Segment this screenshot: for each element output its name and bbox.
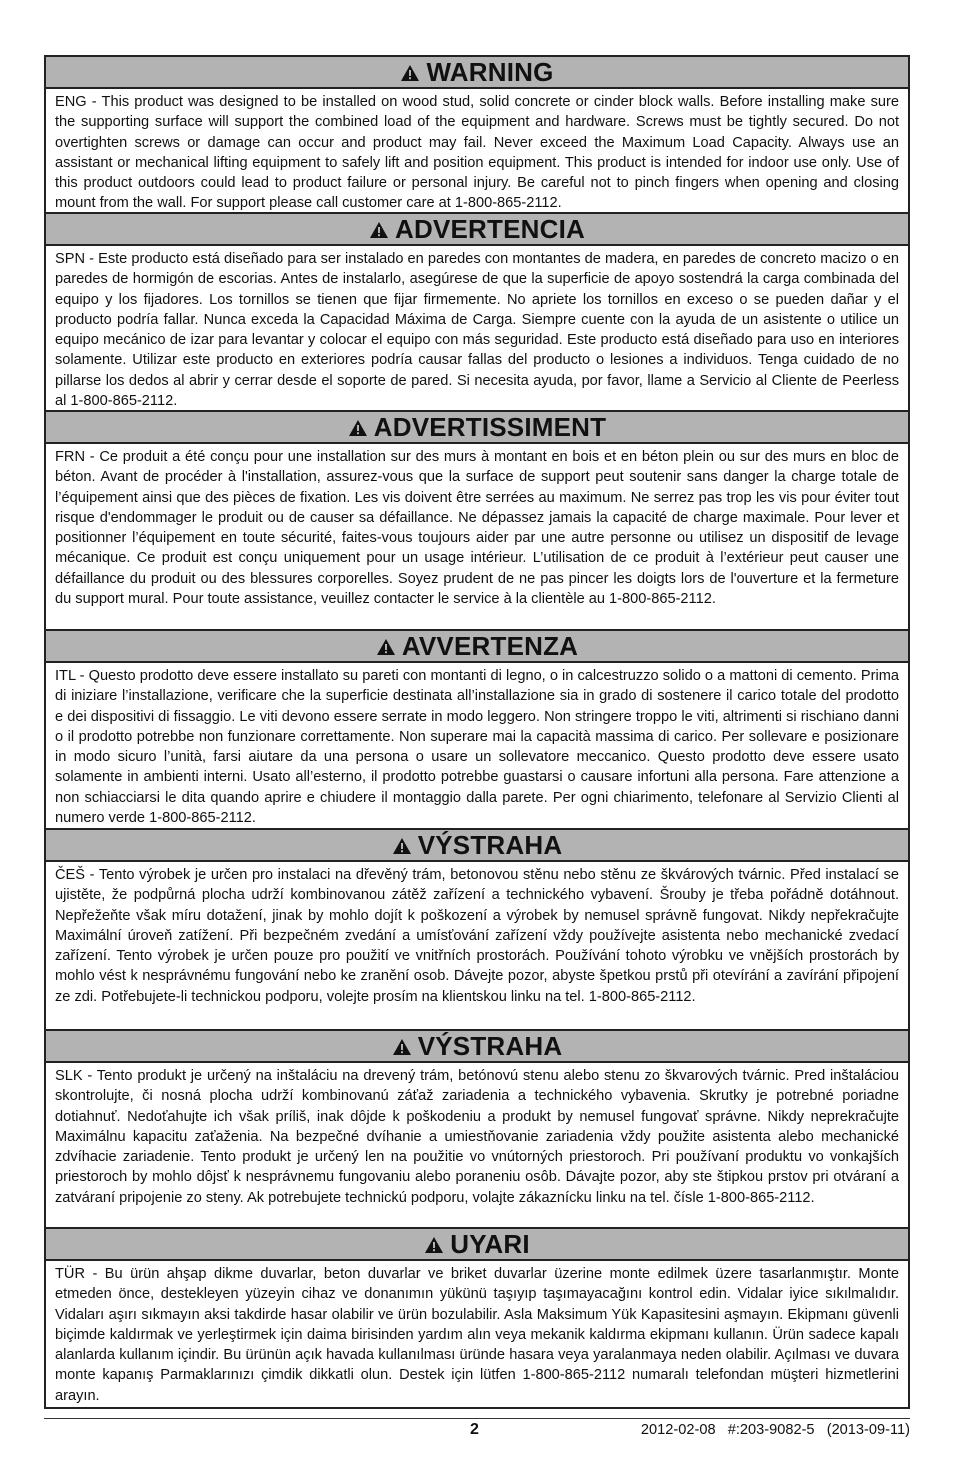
section-header <box>46 1031 908 1063</box>
section-title: AVVERTENZA <box>401 631 579 661</box>
section-header <box>46 57 908 89</box>
section-title: ADVERTENCIA <box>395 214 585 244</box>
warning-section-itl <box>46 631 908 830</box>
section-text: SPN - Este producto está diseñado para ser instalado en paredes con montantes de madera, en paredes de concreto macizo o en paredes de hormigón de escorias. Antes de instalarlo, asegúrese de que la superficie de apoyo sostendrá la carga combinada del equipo y los fijadores. Los tornillos se tienen que fijar firmemente. No apriete los tornillos en exceso o se pueden dañar y el producto podría fallar. Nunca exceda la Capacidad Máxima de Carga. Siempre cuente con la ayuda de un asistente o utilice un equipo mecánico de izar para levantar y colocar el equipo con más seguridad. Este producto está diseñado para uso en interiores solamente. Utilizar este producto en exteriores podría causar fallas del producto o lesiones a individuos. Tenga cuidado de no pillarse los dedos al abrir y cerrar desde el soporte de pared. Si necesita ayuda, por favor, llame a Servicio al Cliente de Peerless al 1-800-865-2112. <box>55 251 899 410</box>
warning-triangle-icon <box>392 1038 412 1056</box>
warning-triangle-icon <box>392 837 412 855</box>
page-number: 2 <box>470 1421 479 1438</box>
section-text: FRN - Ce produit a été conçu pour une installation sur des murs à montant en bois et en béton plein ou sur des murs en bloc de béton. Avant de procéder à l'installation, assurez-vous que la surface de support peut soutenir sans danger la charge totale de l’équipement ainsi que des pièces de fixation. Les vis doivent être serrées au maximum. Ne serrez pas trop les vis pour éviter tout risque d'endommager le produit ou de causer sa défaillance. Ne dépassez jamais la capacité de charge maximale. Pour lever et positionner l’équipement en toute sécurité, faites-vous toujours aider par une autre personne ou utilisez un dispositif de levage mécanique. Ce produit est conçu uniquement pour un usage intérieur. L’utilisation de ce produit à l’extérieur peut causer une défaillance du produit ou des blessures corporelles. Soyez prudent de ne pas pincer les doigts lors de l'ouverture et la fermeture du support mural. Pour toute assistance, veuillez contacter le service à la clientèle au 1-800-865-2112. <box>55 449 899 608</box>
section-header <box>46 214 908 246</box>
section-text: ENG - This product was designed to be installed on wood stud, solid concrete or cinder block walls. Before installing make sure the supporting surface will support the combined load of the equipment and hardware. Screws must be tightly secured. Do not overtighten screws or damage can occur and product may fail. Never exceed the Maximum Load Capacity. Always use an assistant or mechanical lifting equipment to safely lift and position equipment. This product is intended for indoor use only. Use of this product outdoors could lead to product failure or personal injury. Be careful not to pinch fingers when opening and closing mount from the wall. For support please call customer care at 1-800-865-2112. <box>55 94 899 212</box>
warning-section-eng <box>46 57 908 214</box>
section-header <box>46 412 908 444</box>
warning-triangle-icon <box>369 221 389 239</box>
section-title: VÝSTRAHA <box>417 1031 563 1061</box>
section-title: UYARI <box>450 1229 530 1259</box>
section-text: TÜR - Bu ürün ahşap dikme duvarlar, beton duvarlar ve briket duvarlar üzerine monte edilmek üzere tasarlanmıştır. Monte etmeden önce, destekleyen yüzeyin cihaz ve donanımın yükünü taşıyıp taşımayacağını kontrol edin. Vidalar iyice sıkılmalıdır. Vidaları aşırı sıkmayın aksi takdirde hasar olabilir ve ürün bozulabilir. Asla Maksimum Yük Kapasitesini aşmayın. Ekipmanı güvenli biçimde kaldırmak ve yerleştirmek için daima birisinden yardım alın veya mekanik kaldırma ekipmanı kullanın. Ürün sadece kapalı alanlarda kullanım içindir. Bu ürünün açık havada kullanılması üründe hasara veya yaralanmaya neden olabilir. Açılması ve duvara monte kapanış Parmaklarınızı çimdik dikkatli olun. Destek için lütfen 1-800-865-2112 numaralı telefondan müşteri hizmetlerini arayın. <box>55 1266 899 1404</box>
section-text: SLK - Tento produkt je určený na inštaláciu na drevený trám, betónovú stenu alebo stenu zo škvarových tvárnic. Pred inštaláciou skontrolujte, či nosná plocha udrží kombinovanú záťaž zariadenia a technického vybavenia. Skrutky je potrebné poriadne dotiahnuť. Nedoťahujte ich však príliš, inak dôjde k poškodeniu a produkt by nemusel fungovať správne. Nikdy neprekračujte Maximálnu kapacitu zaťaženia. Na bezpečné dvíhanie a umiestňovanie zariadenia vždy použite asistenta alebo mechanické zdvíhacie zariadenie. Tento produkt je určený len na použitie vo vnútorných priestoroch. Pri používaní produktu vo vonkajších priestoroch by mohlo dôjsť k nesprávnemu fungovaniu alebo poraneniu osôb. Dávajte pozor, aby ste štipkou prstov pri otváraní a zatváraní pripojenie zo steny. Ak potrebujete technickú podporu, volajte zákaznícku linku na tel. čísle 1-800-865-2112. <box>55 1068 899 1206</box>
section-header <box>46 830 908 862</box>
section-title: WARNING <box>426 57 554 87</box>
warning-section-spn <box>46 214 908 412</box>
warning-triangle-icon <box>400 64 420 82</box>
footer-divider <box>44 1418 910 1419</box>
section-title: VÝSTRAHA <box>417 830 563 860</box>
warning-section-tur <box>46 1229 908 1407</box>
warning-triangle-icon <box>376 638 396 656</box>
section-text: ITL - Questo prodotto deve essere installato su pareti con montanti di legno, o in calcestruzzo solido o a mattoni di cemento. Prima di iniziare l’installazione, verificare che la superficie destinata all’installazione sia in grado di sostenere il carico totale del prodotto e dei dispositivi di fissaggio. Le viti devono essere serrate in modo leggero. Non stringere troppo le viti, altrimenti si rischiano danni o il prodotto potrebbe non funzionare correttamente. Non superare mai la capacità massima di carico. Per sollevare e posizionare in modo sicuro l’unità, farsi aiutare da una persona o usare un sollevatore meccanico. Questo prodotto deve essere usato solamente in ambienti interni. Usato all’esterno, il prodotto potrebbe guastarsi o causare infortuni alla persona. Fare attenzione a non schiacciarsi le dita quando aprire e chiudere il montaggio dalla parete. Per ogni chiarimento, telefonare al Servizio Clienti al numero verde 1-800-865-2112. <box>55 668 899 827</box>
warning-frame <box>44 55 910 1409</box>
warning-section-ces <box>46 830 908 1031</box>
warning-section-slk <box>46 1031 908 1229</box>
document-code: 2012-02-08 #:203-9082-5 (2013-09-11) <box>640 1422 910 1438</box>
section-header <box>46 631 908 663</box>
section-text: ČEŠ - Tento výrobek je určen pro instalaci na dřevěný trám, betonovou stěnu nebo stěnu ze škvárových tvárnic. Před instalací se ujistěte, že podpůrná plocha udrží kombinovanou zátěž zařízení a technického vybavení. Šrouby je třeba pořádně dotáhnout. Nepřežeňte však míru dotažení, jinak by mohlo dojít k poškození a výrobek by nemusel správně fungovat. Nikdy nepřekračujte Maximální úroveň zatížení. Při bezpečném zvedání a umísťování zařízení vždy používejte asistenta nebo mechanické zvedací zařízení. Tento výrobek je určen pouze pro použití ve vnitřních prostorách. Používání tohoto výrobku ve vnějších prostorách by mohlo vést k nesprávnému fungování nebo ke zranění osob. Dávejte pozor, abyste špetkou prstů při otevírání a zavírání připojení ze zdi. Potřebujete-li technickou podporu, volejte prosím na klientskou linku na tel. 1-800-865-2112. <box>55 867 899 1005</box>
warning-triangle-icon <box>348 419 368 437</box>
warning-section-frn <box>46 412 908 631</box>
section-header <box>46 1229 908 1261</box>
warning-triangle-icon <box>424 1236 444 1254</box>
section-title: ADVERTISSIMENT <box>373 412 607 442</box>
